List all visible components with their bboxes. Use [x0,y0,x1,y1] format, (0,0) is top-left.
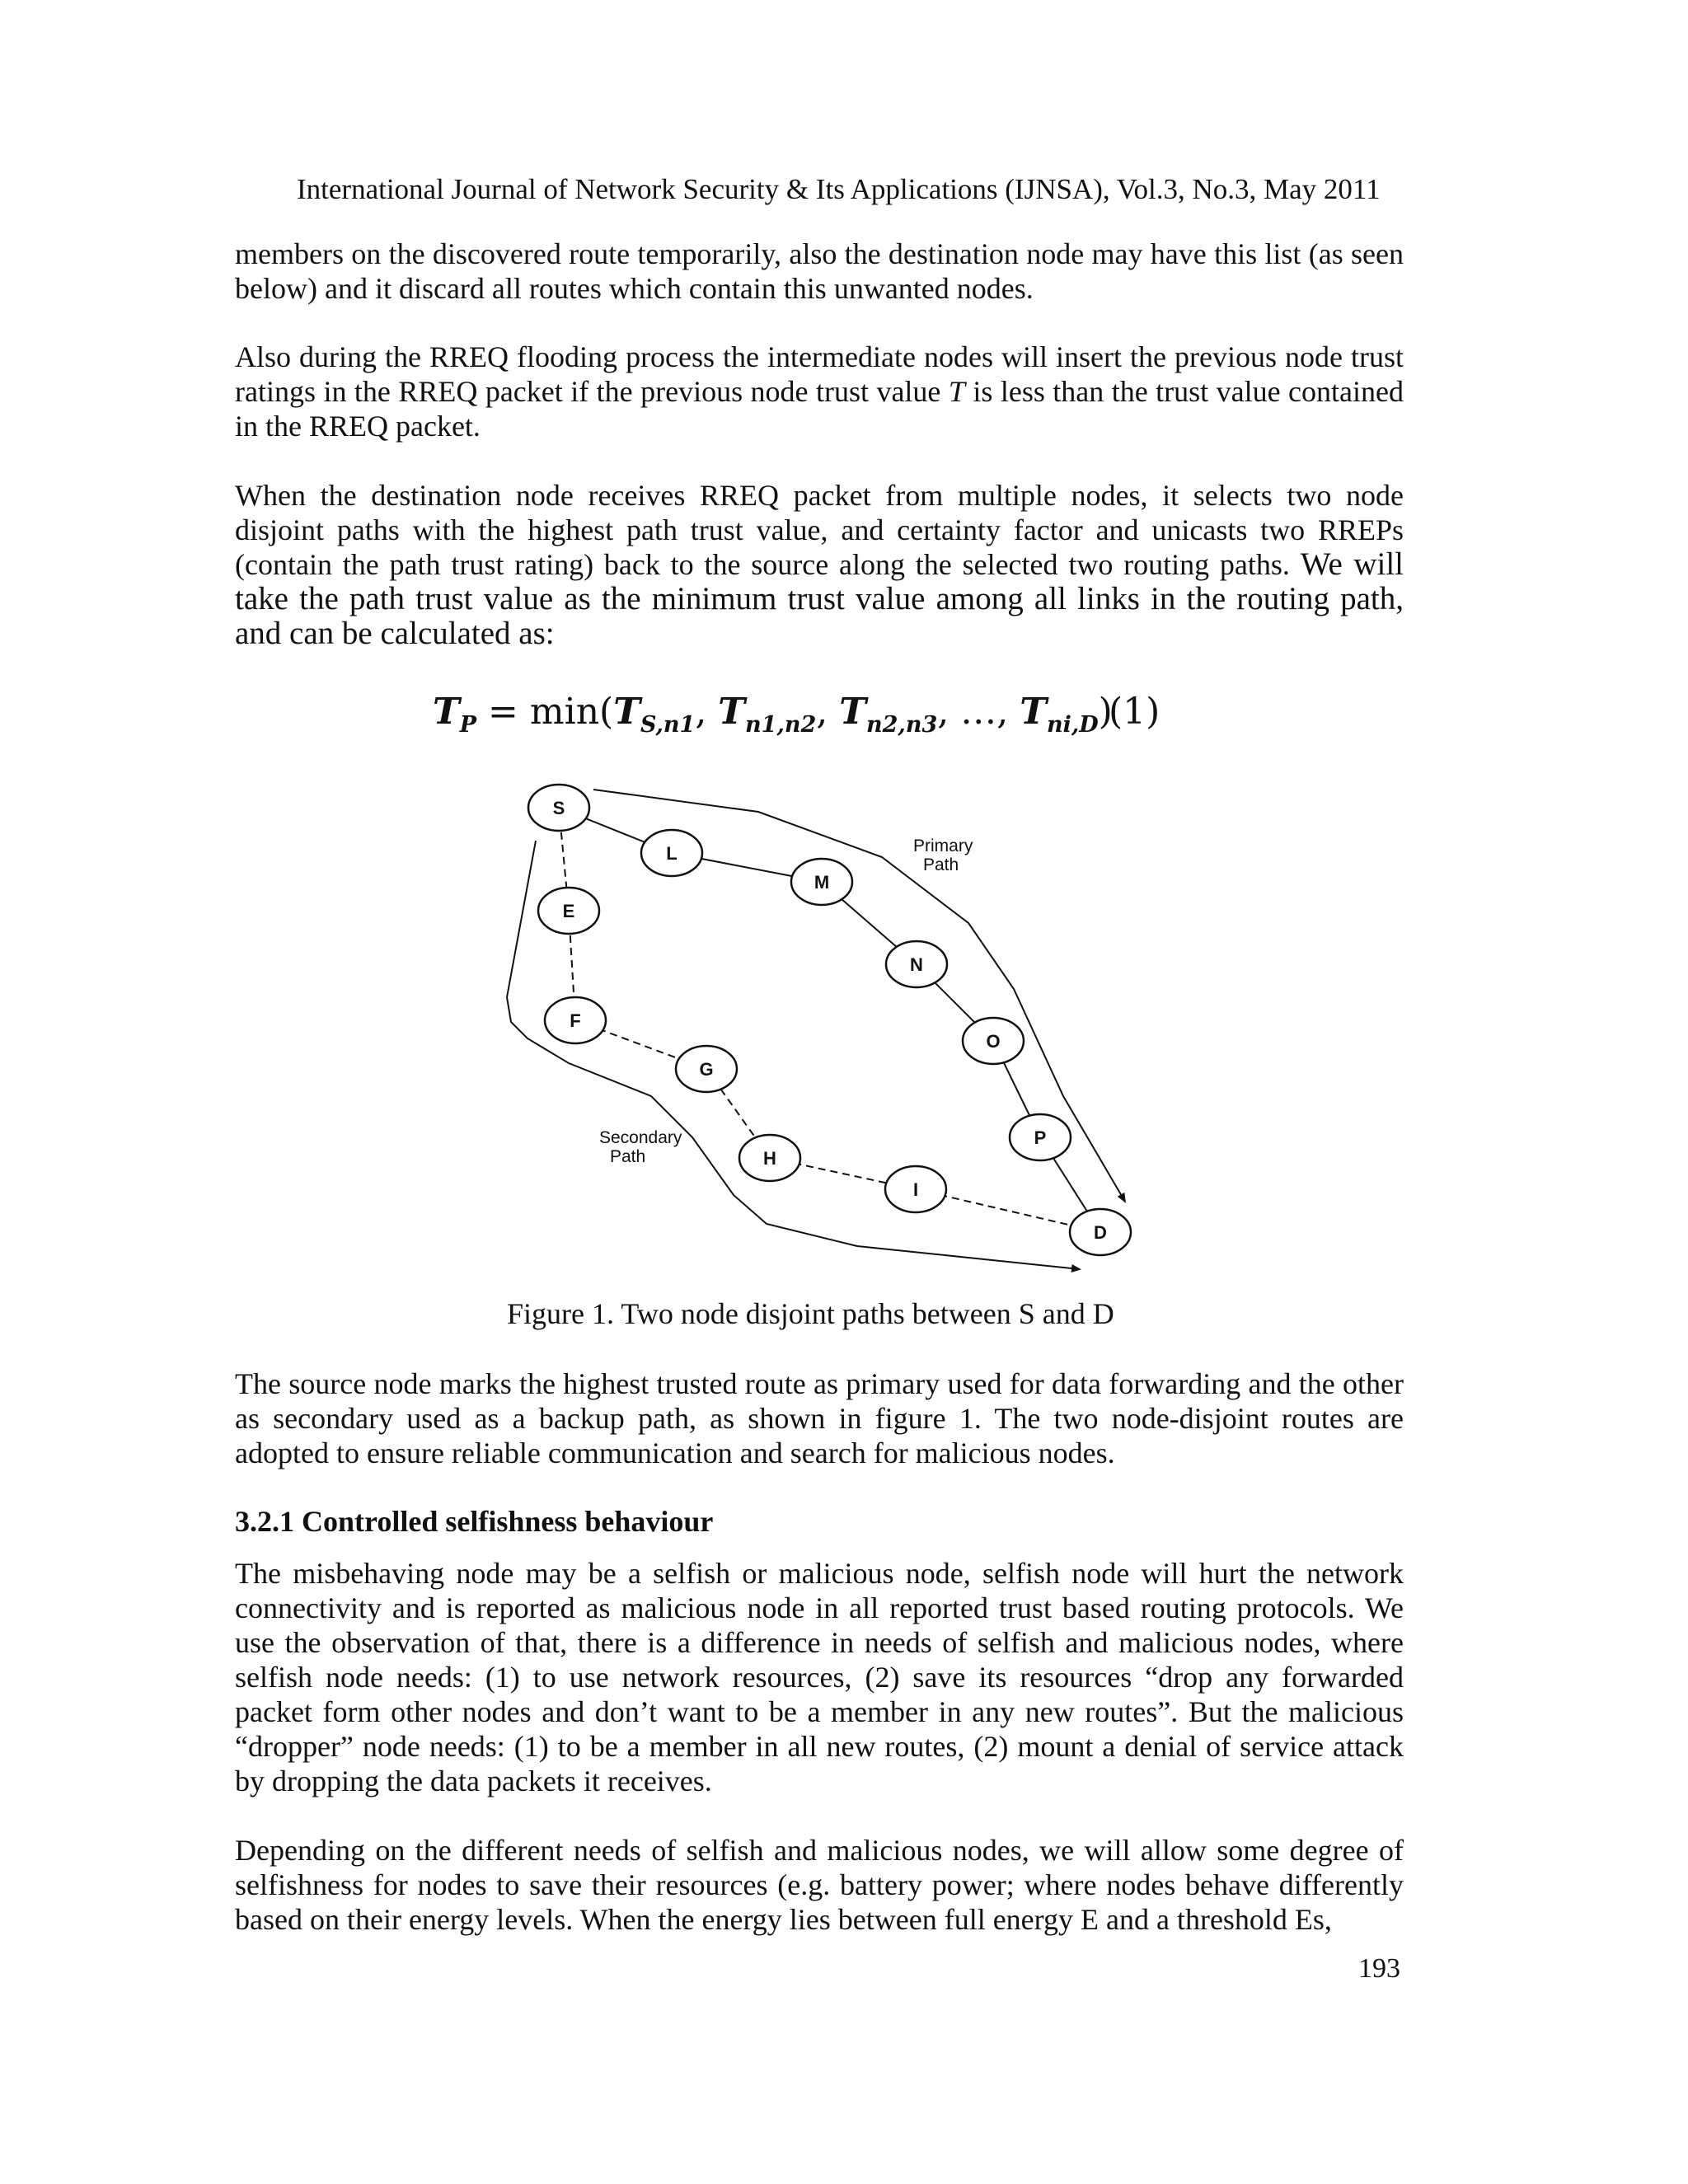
node-p-label: P [1034,1127,1047,1148]
eq-term-1-sub: S,n1 [640,711,696,738]
eq-lhs: T [433,691,460,733]
paragraph-source-node: The source node marks the highest trusted route as primary used for data forwarding and the other as secondary used as a backup path, as shown in figure 1. The two node-disjoint routes are adopted to ensure reliable communication and search for malicious nodes. [235,1367,1404,1469]
node-o [963,1018,1024,1064]
eq-sep-2: , [816,691,840,733]
paragraph-destination-node-text-1: When the destination node receives RREQ packet from multiple nodes, it selects two node disjoint paths with the highest path trust value, and certainty factor and unicasts two RREPs (contain the path trust rating) back to the source along the selected two routing paths. [235,479,1404,581]
node-n [886,941,947,987]
primary-path-label-line2: Path [923,855,959,874]
figure-disjoint-paths [486,775,1162,1286]
paragraph-selfish-needs: Depending on the different needs of selfish and malicious nodes, we will allow some degree of selfishness for nodes to save their resources (e.g. battery power; where nodes behave differently based on their energy levels. When the energy lies between full energy E and a threshold Es, [235,1834,1404,1936]
node-m-label: M [814,872,830,893]
node-l [641,830,702,876]
figure-caption: Figure 1. Two node disjoint paths between S and D [507,1297,1114,1330]
section-heading: 3.2.1 Controlled selfishness behaviour [235,1505,714,1538]
eq-term-4: T [1020,691,1047,733]
node-h [739,1135,800,1181]
equation-expression [433,691,1113,738]
eq-min: = min( [476,691,614,733]
eq-term-4-sub: ni,D [1046,711,1099,738]
eq-term-1: T [613,691,640,733]
network-diagram [486,775,1162,1286]
eq-ellipsis: … [960,691,997,733]
eq-sep-4: , [996,691,1020,733]
node-f [545,997,606,1043]
secondary-path-label-line1: Secondary [599,1128,682,1147]
eq-term-3: T [839,691,867,733]
equation-number: (1) [1109,691,1160,733]
node-e-label: E [562,901,575,921]
eq-term-3-sub: n2,n3 [866,711,938,738]
path-trust-equation [433,691,1175,748]
eq-term-2-sub: n1,n2 [745,711,817,738]
secondary-path-label-line2: Path [610,1147,646,1166]
eq-close: ) [1098,691,1113,733]
eq-sep-3: , [937,691,961,733]
node-g-label: G [699,1059,714,1080]
journal-header: International Journal of Network Security & Its Applications (IJNSA), Vol.3, No.3, May 2011 [297,173,1381,205]
trust-variable-t: T [948,375,965,408]
node-n-label: N [910,954,923,975]
node-h-label: H [763,1148,776,1169]
eq-term-2: T [718,691,746,733]
node-f-label: F [570,1010,581,1031]
primary-path-label-line1: Primary [913,837,973,855]
node-s-label: S [552,798,565,818]
node-i [885,1166,946,1212]
paragraph-route-members: members on the discovered route temporarily, also the destination node may have this list (as seen below) and it discard all routes which contain this unwanted nodes. [235,237,1404,305]
node-s [528,785,589,831]
eq-lhs-sub: P [459,711,477,738]
node-g [676,1046,737,1092]
node-i-label: I [912,1179,919,1200]
node-p [1010,1114,1071,1160]
node-e [538,888,599,934]
eq-sep-1: , [695,691,719,733]
node-d [1070,1209,1131,1255]
paragraph-destination-node-text-2: We will take the path trust value as the minimum trust value among all links in the routing path, and can be calculated as: [235,546,1404,651]
node-d-label: D [1094,1222,1107,1243]
paragraph-rreq-flooding-text-2: is less than the trust value contained in the RREQ packet. [235,375,1404,443]
page-number: 193 [1358,1953,1400,1984]
paragraph-rreq-flooding [235,340,1404,443]
paragraph-rreq-flooding-text-1: Also during the RREQ flooding process the intermediate nodes will insert the previous node trust ratings in the RREQ packet if the previous node trust value [235,340,1404,408]
paragraph-misbehaving-node: The misbehaving node may be a selfish or malicious node, selfish node will hurt the network connectivity and is reported as malicious node in all reported trust based routing protocols. We use the observation of that, there is a difference in needs of selfish and malicious nodes, where selfish node needs: (1) to use network resources, (2) save its resources “drop any forwarded packet form other nodes and don’t want to be a member in any new routes”. But the malicious “dropper” node needs: (1) to be a member in all new routes, (2) mount a denial of service attack by dropping the data packets it receives. [235,1557,1404,1797]
paragraph-destination-node [235,478,1404,651]
node-o-label: O [986,1031,1001,1052]
node-l-label: L [666,843,678,864]
node-m [791,859,852,905]
